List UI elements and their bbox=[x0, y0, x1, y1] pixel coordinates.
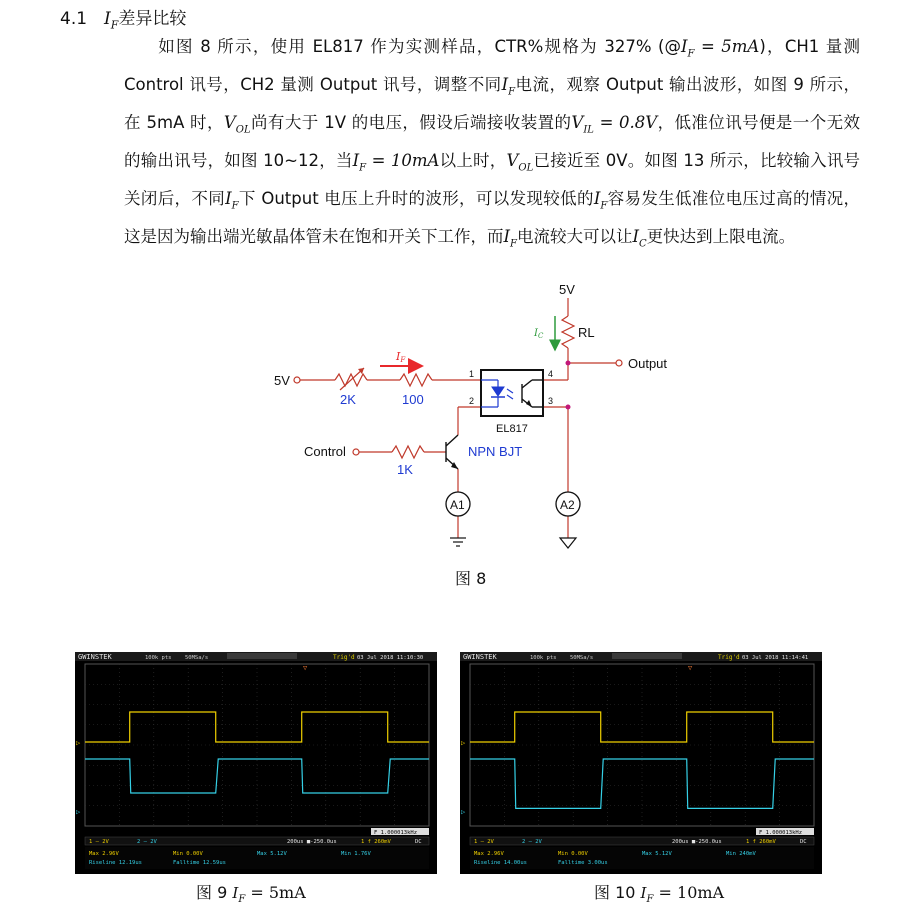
figure9-caption: 图 9 $I_F = 5mA$ bbox=[196, 883, 306, 905]
measure-risetime: Riseline 12.19us bbox=[89, 860, 142, 866]
ic-label: $I_C$ bbox=[534, 328, 544, 340]
ch2-ground-marker: ▷ bbox=[76, 807, 81, 816]
pin-1-label: 1 bbox=[469, 369, 475, 379]
measure-ch2-min: Min 240mV bbox=[726, 851, 756, 857]
control-label: Control bbox=[304, 444, 346, 459]
pin-3-label: 3 bbox=[548, 396, 554, 406]
pin-4-label: 4 bbox=[548, 369, 554, 379]
bjt-label: NPN BJT bbox=[468, 444, 523, 459]
ch1-ground-marker: ▷ bbox=[76, 738, 81, 747]
scope-timebase: 200us ■-250.0us bbox=[672, 839, 722, 845]
figure10-caption: 图 10 $I_F = 10mA$ bbox=[594, 883, 725, 905]
vcc-top-label: 5V bbox=[559, 282, 575, 297]
trigger-position-marker: ▽ bbox=[303, 664, 308, 672]
ground-triangle-icon bbox=[560, 538, 576, 548]
led-icon bbox=[481, 380, 513, 407]
output-label: Output bbox=[628, 356, 668, 371]
section-title: 差异比较 bbox=[118, 9, 187, 29]
scope-datetime: 03 Jul 2018 11:14:41 bbox=[742, 655, 809, 661]
meter-a2-label: A2 bbox=[560, 498, 575, 512]
figure8-caption: 图 8 bbox=[455, 569, 487, 588]
resistor-value-label: 100 bbox=[402, 392, 424, 407]
trigger-position-marker: ▽ bbox=[688, 664, 693, 672]
circuit-diagram bbox=[260, 280, 680, 560]
section-number: 4.1 bbox=[60, 9, 88, 29]
section-heading bbox=[60, 4, 186, 31]
body-paragraph: 如图 8 所示，使用 EL817 作为实测样品，CTR%规格为 327% $(@I_F = 5mA)$，CH1 量测 Control 讯号，CH2 量测 Output 讯号，调整不同$I_F$电流，观察 Output 输出波形，如图 9 所示，在 5mA 时，$V_{OL}$尚有大于 1V 的电压，假设后端接收装置的$V_{IL} = 0.8V$，低准位讯号便是一个无效的输出讯号，如图 10~12，当$I_F = 10mA$以上时，$V_{OL}$已接近至 0V。如图 13 所示，比较输入讯号关闭后，不同$I_F$下 Output 电压上升时的波形，可以发现较低的$I_F$容易发生低准位电压过高的情况，这是因为输出端光敏晶体管未在饱和开关下工作，而$I_F$电流较大可以让$I_C$更快达到上限电流。 bbox=[124, 37, 861, 250]
ch1-scale: 1 — 2V bbox=[474, 839, 494, 845]
scope-timebase: 200us ■-250.0us bbox=[287, 839, 337, 845]
emitter-node bbox=[566, 405, 571, 410]
scope-brand: GWINSTEK bbox=[78, 653, 112, 661]
measure-ch1-max: Max 2.96V bbox=[474, 851, 504, 857]
scope-record-length: 100k pts bbox=[530, 655, 557, 661]
ch1-ground-marker: ▷ bbox=[461, 738, 466, 747]
measure-ch1-min: Min 0.00V bbox=[173, 851, 203, 857]
measure-ch1-max: Max 2.96V bbox=[89, 851, 119, 857]
scope-trigger-level: 1 f 260mV bbox=[746, 839, 776, 845]
scope-coupling: DC bbox=[415, 839, 422, 845]
scope-coupling: DC bbox=[800, 839, 807, 845]
measure-ch2-max: Max 5.12V bbox=[642, 851, 672, 857]
ch1-scale: 1 — 2V bbox=[89, 839, 109, 845]
npn-bjt-icon bbox=[446, 435, 458, 469]
measure-ch2-max: Max 5.12V bbox=[257, 851, 287, 857]
measure-ch1-min: Min 0.00V bbox=[558, 851, 588, 857]
scope-screenshot-1 bbox=[75, 652, 437, 874]
if-label: IF bbox=[396, 350, 406, 364]
scope-datetime: 03 Jul 2018 11:10:30 bbox=[357, 655, 424, 661]
section-symbol: $I_F$ bbox=[104, 9, 119, 32]
scope-sample-rate: 50MSa/s bbox=[185, 655, 209, 661]
ch2-ground-marker: ▷ bbox=[461, 807, 466, 816]
scope-brand: GWINSTEK bbox=[463, 653, 497, 661]
ground-icon bbox=[450, 538, 466, 546]
scope-trigger-level: 1 f 260mV bbox=[361, 839, 391, 845]
measure-ch2-min: Min 1.76V bbox=[341, 851, 371, 857]
scope-frequency: F 1.000013kHz bbox=[759, 830, 803, 836]
vcc-left-label: 5V bbox=[274, 373, 290, 388]
scope-memory-bar bbox=[612, 653, 682, 659]
phototransistor-icon bbox=[522, 380, 543, 407]
pot-value-label: 2K bbox=[340, 392, 356, 407]
measure-risetime: Riseline 14.00us bbox=[474, 860, 527, 866]
measure-falltime: Falltime 12.59us bbox=[173, 860, 226, 866]
scope-screenshot-2 bbox=[460, 652, 822, 874]
scope-trig-status: Trig'd bbox=[718, 654, 740, 661]
measure-falltime: Falltime 3.00us bbox=[558, 860, 608, 866]
scope-sample-rate: 50MSa/s bbox=[570, 655, 594, 661]
part-label: EL817 bbox=[496, 423, 528, 435]
scope-frequency: F 1.000013kHz bbox=[374, 830, 418, 836]
base-resistor-label: 1K bbox=[397, 462, 413, 477]
output-node bbox=[566, 361, 571, 366]
scope-record-length: 100k pts bbox=[145, 655, 172, 661]
ch2-scale: 2 — 2V bbox=[137, 839, 157, 845]
scope-trig-status: Trig'd bbox=[333, 654, 355, 661]
ch2-scale: 2 — 2V bbox=[522, 839, 542, 845]
scope-memory-bar bbox=[227, 653, 297, 659]
pin-2-label: 2 bbox=[469, 396, 475, 406]
meter-a1-label: A1 bbox=[450, 498, 465, 512]
rl-label: RL bbox=[578, 325, 595, 340]
